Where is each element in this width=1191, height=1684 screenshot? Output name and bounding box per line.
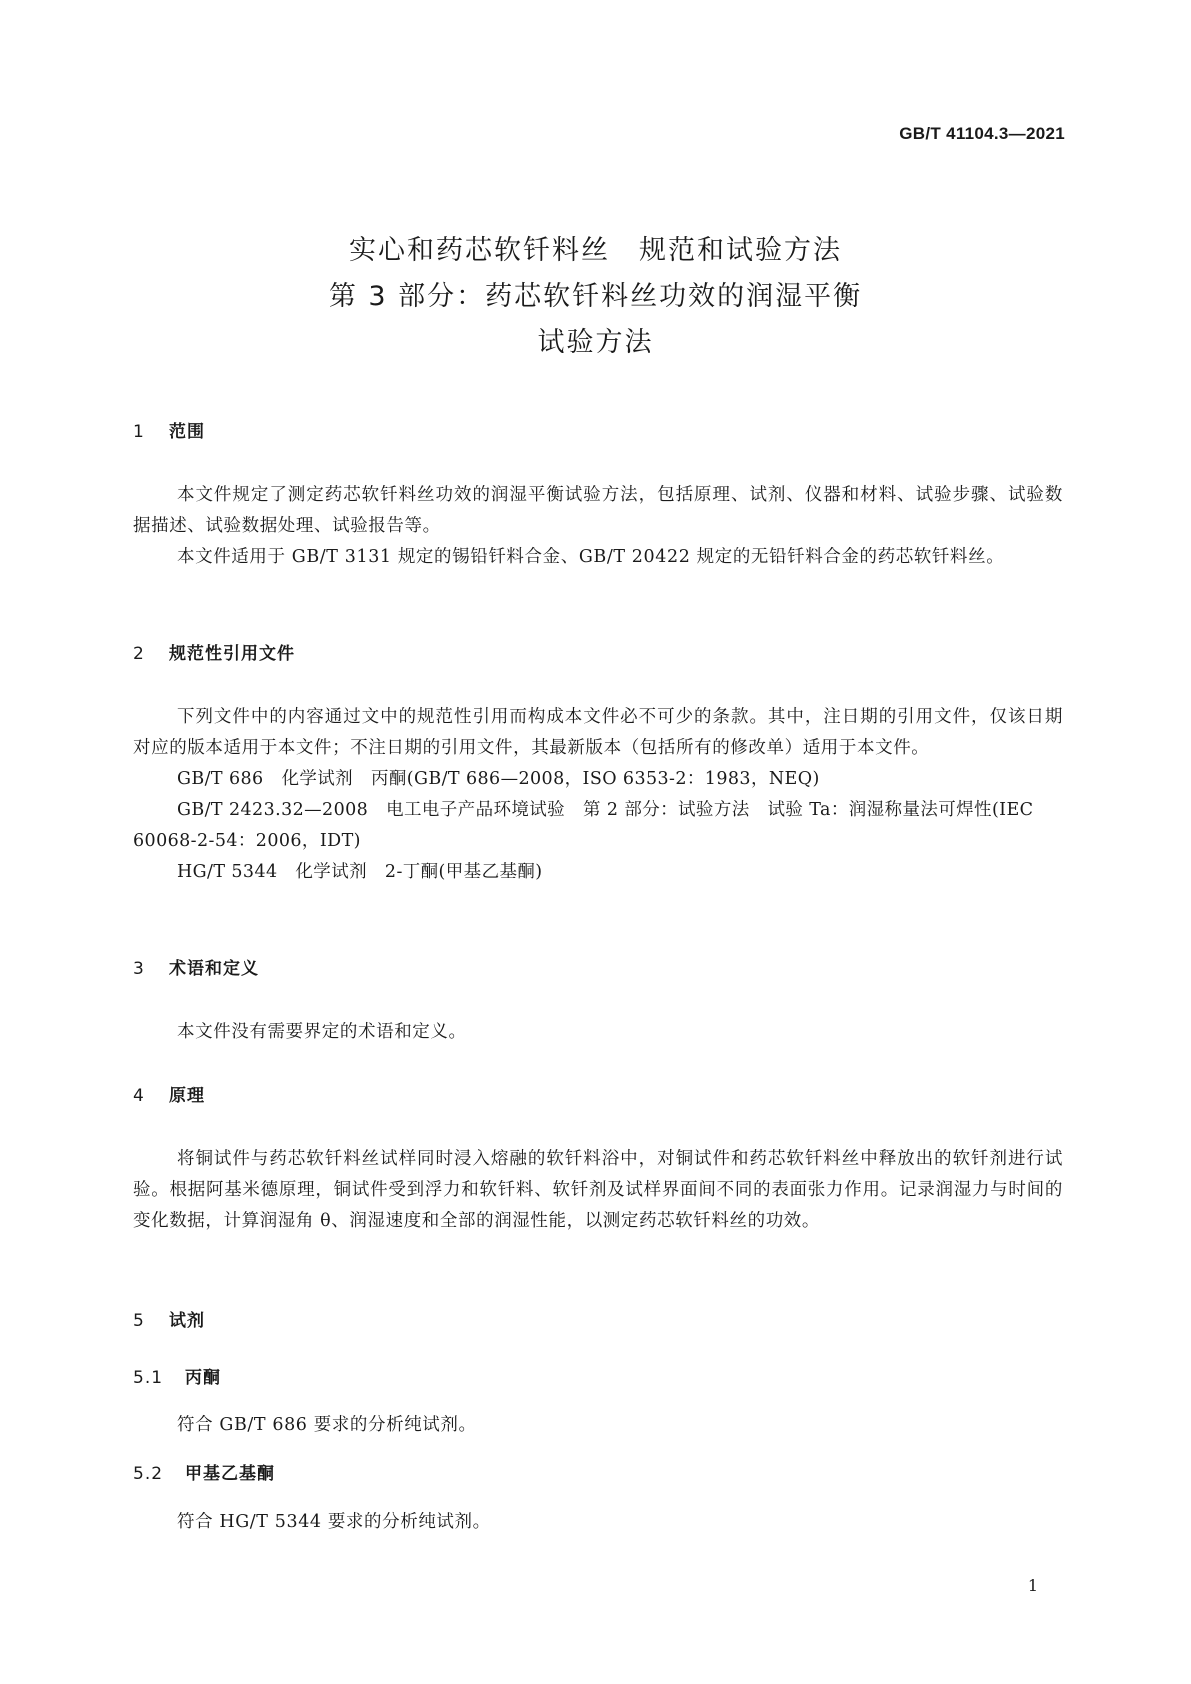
section-title: 术语和定义 <box>169 959 259 979</box>
section-title: 甲基乙基酮 <box>185 1464 275 1484</box>
section-4-body <box>133 1144 1063 1237</box>
section-5-2-heading <box>133 1460 1063 1488</box>
section-4-heading <box>133 1082 1063 1110</box>
section-3-heading <box>133 955 1063 983</box>
section-number: 5 <box>133 1311 145 1331</box>
section-number: 4 <box>133 1086 145 1106</box>
paragraph: 符合 HG/T 5344 要求的分析纯试剂。 <box>177 1512 491 1532</box>
section-title: 丙酮 <box>185 1368 221 1388</box>
title-line-1: 实心和药芯软钎料丝 规范和试验方法 <box>349 235 842 266</box>
section-5-heading <box>133 1307 1063 1335</box>
paragraph: 本文件规定了测定药芯软钎料丝功效的润湿平衡试验方法，包括原理、试剂、仪器和材料、试验步骤、试验数据描述、试验数据处理、试验报告等。 <box>133 485 1063 536</box>
section-2-body <box>133 702 1063 888</box>
paragraph: 本文件没有需要界定的术语和定义。 <box>177 1022 467 1042</box>
section-title: 规范性引用文件 <box>169 644 295 664</box>
section-title: 原理 <box>169 1086 205 1106</box>
normative-reference: HG/T 5344 化学试剂 2-丁酮(甲基乙基酮) <box>177 862 543 882</box>
standard-code: GB/T 41104.3—2021 <box>899 124 1065 143</box>
section-5-2-body <box>133 1507 1063 1538</box>
section-title: 范围 <box>169 422 205 442</box>
section-1-heading <box>133 418 1063 446</box>
paragraph: 下列文件中的内容通过文中的规范性引用而构成本文件必不可少的条款。其中，注日期的引用文件，仅该日期对应的版本适用于本文件；不注日期的引用文件，其最新版本（包括所有的修改单）适用于本文件。 <box>133 707 1063 758</box>
paragraph: 本文件适用于 GB/T 3131 规定的锡铅钎料合金、GB/T 20422 规定的无铅钎料合金的药芯软钎料丝。 <box>177 547 1005 567</box>
document-title <box>0 228 1191 366</box>
page-number: 1 <box>1027 1576 1038 1595</box>
normative-reference: GB/T 2423.32—2008 电工电子产品环境试验 第 2 部分：试验方法 试验 Ta：润湿称量法可焊性(IEC 60068-2-54：2006，IDT) <box>133 800 1040 851</box>
section-5-1-body <box>133 1410 1063 1441</box>
section-1-body <box>133 480 1063 573</box>
section-number: 3 <box>133 959 145 979</box>
section-number: 1 <box>133 422 145 442</box>
section-2-heading <box>133 640 1063 668</box>
section-number: 5.1 <box>133 1368 164 1388</box>
normative-reference: GB/T 686 化学试剂 丙酮(GB/T 686—2008，ISO 6353-2：1983，NEQ) <box>177 769 820 789</box>
title-line-3: 试验方法 <box>537 327 654 358</box>
section-title: 试剂 <box>169 1311 205 1331</box>
section-3-body <box>133 1017 1063 1048</box>
section-5-1-heading <box>133 1364 1063 1392</box>
section-number: 2 <box>133 644 145 664</box>
section-number: 5.2 <box>133 1464 164 1484</box>
title-line-2: 第 3 部分：药芯软钎料丝功效的润湿平衡 <box>328 281 863 312</box>
paragraph: 将铜试件与药芯软钎料丝试样同时浸入熔融的软钎料浴中，对铜试件和药芯软钎料丝中释放出的软钎剂进行试验。根据阿基米德原理，铜试件受到浮力和软钎料、软钎剂及试样界面间不同的表面张力作用。记录润湿力与时间的变化数据，计算润湿角 θ、润湿速度和全部的润湿性能，以测定药芯软钎料丝的功效。 <box>133 1149 1063 1231</box>
paragraph: 符合 GB/T 686 要求的分析纯试剂。 <box>177 1415 477 1435</box>
